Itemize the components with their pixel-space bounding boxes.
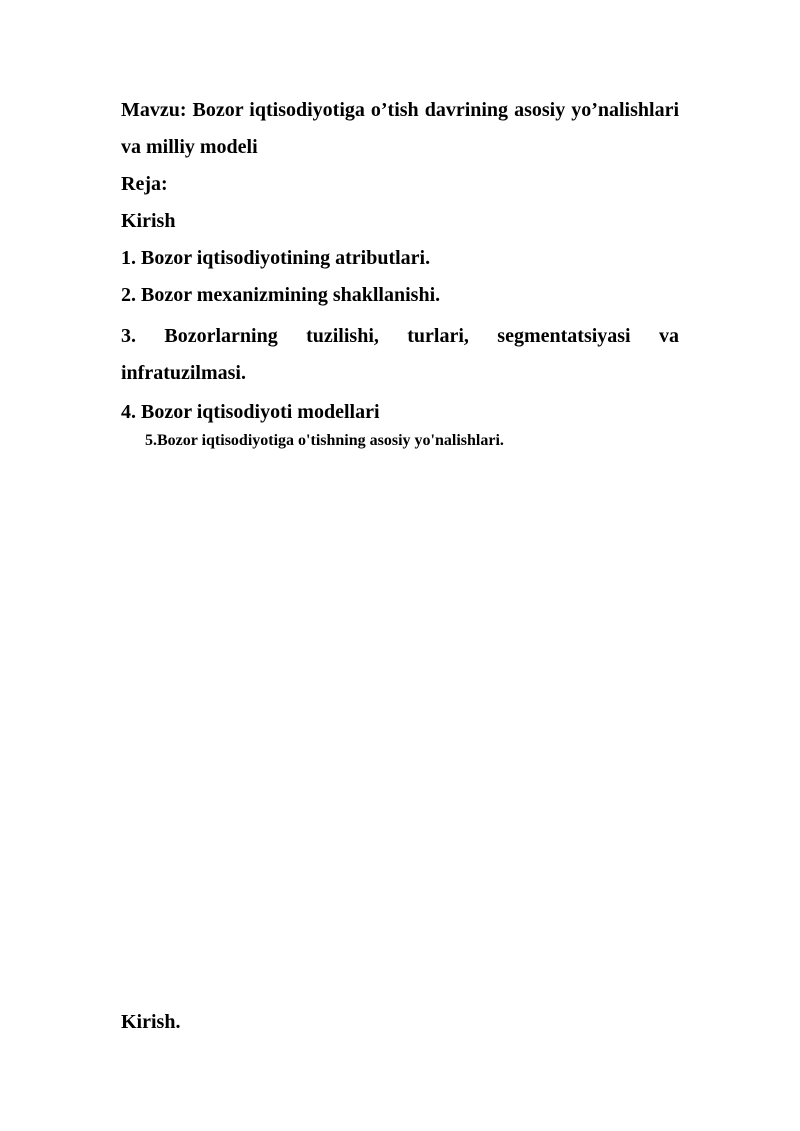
plan-item-2: 2. Bozor mexanizmining shakllanishi. [121,284,441,306]
plan-item-4: 4. Bozor iqtisodiyoti modellari [121,401,380,423]
plan-item-1: 1. Bozor iqtisodiyotining atributlari. [121,247,431,269]
plan-item-3: 3. Bozorlarning tuzilishi, turlari, segmentatsiyasi va infratuzilmasi. [121,325,679,384]
document-content [121,92,679,451]
section-heading: Kirish. [121,1011,181,1033]
plan-item-5: 5.Bozor iqtisodiyotiga o'tishning asosiy yo'nalishlari. [145,432,504,449]
document-title: Mavzu: Bozor iqtisodiyotiga o’tish davrining asosiy yo’nalishlari va milliy modeli [121,99,679,158]
plan-label: Reja: [121,173,168,195]
intro-label: Kirish [121,210,176,232]
